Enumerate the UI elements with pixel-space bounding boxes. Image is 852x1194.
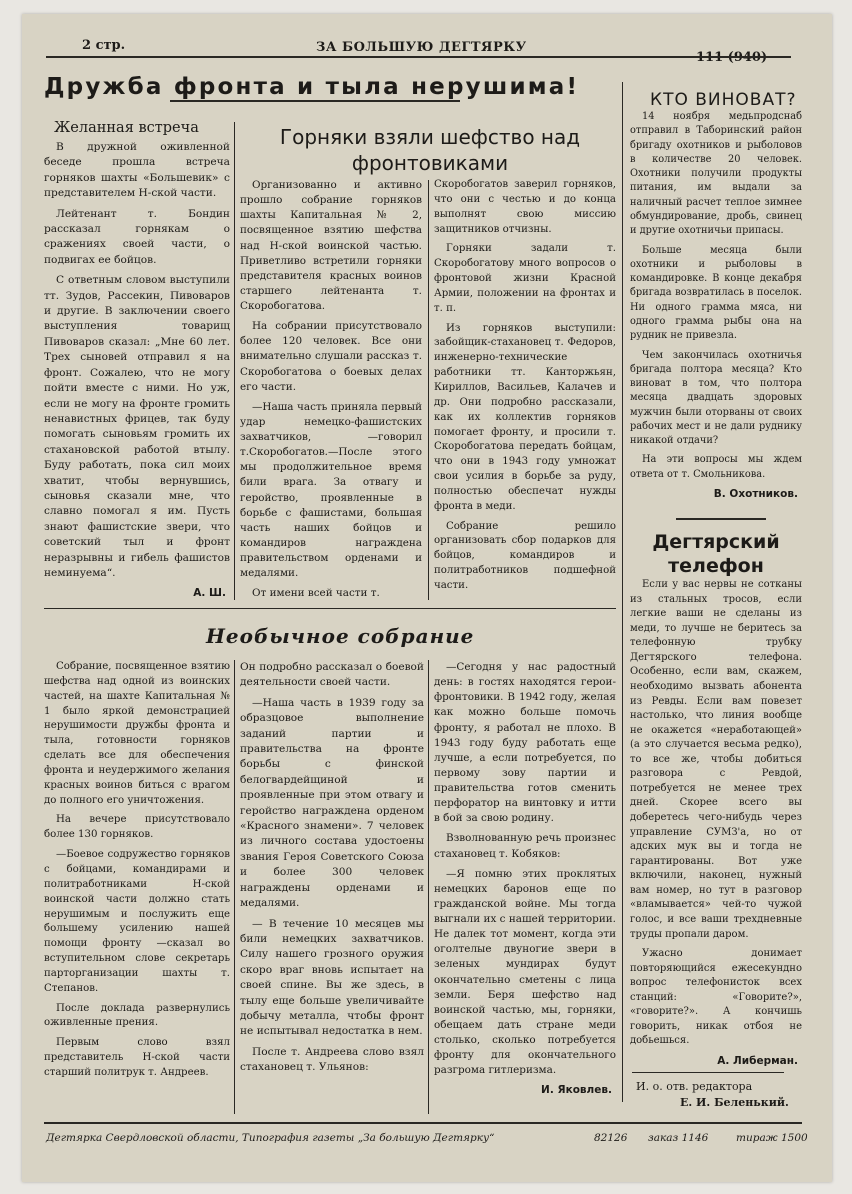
- article-meeting-col1: [44, 660, 230, 1116]
- article-signature: А. Либерман.: [717, 1055, 798, 1067]
- article-paragraph: Он подробно рассказал о боевой деятельности своей части.: [240, 661, 424, 689]
- article-miners-col2: [434, 178, 616, 602]
- article-paragraph: —Я помню этих проклятых немецких баронов еще по гражданской войне. Мы тогда выгнали их с нашей территории. Не далек тот момент, когда эти оголтелые двуногие звери в зеленых мундирах будут окончательно сметены с лица земли. Беря шефство над воинской частью, мы, горняки, обещаем дать стране меди столько, сколько потребуется фронту для окончательного разгрома гитлеризма.: [434, 867, 616, 1077]
- section-rule: [676, 518, 766, 520]
- article-paragraph: —Наша часть в 1939 году за образцовое выполнение заданий партии и правительства на фронте борьбы с финской белогвардейщиной и проявленные при этом отвагу и геройство награждена орденом «Красного знамени». 7 человек из личного состава удостоены звания Героя Советского Союза и более 300 человек награждены орденами и медалями.: [240, 696, 424, 910]
- article-paragraph: — В течение 10 месяцев мы били немецких захватчиков. Силу нашего грозного оружия скоро враг вновь испытает на своей спине. Вы же здесь, в тылу еще больше увеличивайте добычу металла, чтобы фронт не испытывал недостатка в нем.: [240, 917, 424, 1038]
- article-paragraph: Собрание решило организовать сбор подарков для бойцов, командиров и политработников подшефной части.: [434, 520, 616, 591]
- article-paragraph: Ужасно донимает повторяющийся ежесекундно вопрос телефонисток всех станций: «Говорите?», «говорите?». А кончишь говорить, никак отбоя не добьешься.: [630, 948, 802, 1047]
- article-paragraph: —Сегодня у нас радостный день: в гостях находятся герои-фронтовики. В 1942 году, желая как можно больше помочь фронту, я работал не плохо. В 1943 году буду работать еще лучше, а если потребуется, по первому зову партии и правительства готов сменить перфоратор на винтовку и итти в бой за свою родину.: [434, 661, 616, 825]
- article-paragraph: Организованно и активно прошло собрание горняков шахты Капитальная № 2, посвященное взятию шефства над Н-ской воинской частью. Приветливо встретили горняки представителя красных воинов старшего лейтенанта т. Скоробогатова.: [240, 179, 422, 312]
- article-paragraph: Из горняков выступили: забойщик-стахановец т. Федоров, инженерно-технические работники тт. Канторжьян, Кириллов, Васильев, Калачев и др. Они подробно рассказали, как их коллектив горняков помогает фронту, и просили т. Скоробогатова передать бойцам, что они в 1943 году умножат свои усилия в борьбе за руду, полностью обеспечат нужды фронта в меди.: [434, 322, 616, 512]
- article-paragraph: —Боевое содружество горняков с бойцами, командирами и политработниками Н-ской воинской части должно стать нерушимым и послужить еще большему усилению нашей помощи фронту —сказал во вступительном слове секретарь парторганизации шахты т. Степанов.: [44, 849, 230, 994]
- newspaper-name: ЗА БОЛЬШУЮ ДЕГТЯРКУ: [316, 40, 527, 55]
- right-column-rule: [622, 82, 623, 1102]
- section-rule: [44, 608, 616, 609]
- article-paragraph: Лейтенант т. Бондин рассказал горнякам о сражениях своей части, о подвигах ее бойцов.: [44, 207, 230, 266]
- article-paragraph: —Наша часть приняла первый удар немецко-фашистских захватчиков, —говорил т.Скоробогатов.—После этого мы продолжительное время били врага. За отвагу и геройство, проявленные в борьбе с фашистами, большая часть наших бойцов и командиров награждена правительством орденами и медалями.: [240, 400, 422, 580]
- column-rule: [428, 180, 429, 600]
- article-miners-title: Горняки взяли шефство над фронтовиками: [279, 125, 581, 175]
- editor-name: Е. И. Беленький.: [680, 1096, 789, 1109]
- article-who-title: КТО ВИНОВАТ?: [650, 90, 797, 110]
- column-rule: [234, 122, 235, 600]
- article-phone-body: [630, 578, 802, 1068]
- article-paragraph: После т. Андреева слово взял стахановец т. Ульянов:: [240, 1045, 424, 1074]
- imprint-code: 82126: [594, 1132, 628, 1144]
- article-paragraph: Горняки задали т. Скоробогатову много вопросов о фронтовой жизни Красной Армии, положении на фронтах и т. п.: [434, 243, 616, 314]
- imprint-order: заказ 1146: [648, 1132, 709, 1144]
- article-phone-title: Дегтярский телефон: [652, 531, 780, 577]
- article-paragraph: На вечере присутствовало более 130 горняков.: [44, 814, 230, 841]
- imprint-place: Дегтярка Свердловской области, Типография газеты „За большую Дегтярку“: [46, 1132, 495, 1144]
- article-signature: А. Ш.: [193, 587, 226, 600]
- article-paragraph: Взволнованную речь произнес стахановец т. Кобяков:: [434, 832, 616, 860]
- article-paragraph: 14 ноября медьпродснаб отправил в Таборинский район бригаду охотников и рыболовов в количестве 20 человек. Охотники получили продукты питания, им выдали за наличный расчет теплое зимнее обмундирование, дробь, свинец и другие охотничьи припасы.: [630, 111, 802, 237]
- article-meeting-col3: [434, 660, 616, 1116]
- editor-role: И. о. отв. редактора: [636, 1080, 753, 1093]
- page-label: 2 стр.: [82, 38, 126, 53]
- footer-rule: [44, 1122, 802, 1124]
- article-signature: И. Яковлев.: [541, 1084, 612, 1097]
- header-rule: [46, 56, 791, 58]
- article-paragraph: Собрание, посвященное взятию шефства над одной из воинских частей, на шахте Капитальная № 1 было яркой демонстрацией нерушимости дружбы фронта и тыла, готовности горняков сделать все для обеспечения фронта и неудержимого желания красных воинов биться с врагом до полного его уничтожения.: [44, 661, 230, 806]
- article-welcome-title: Желанная встреча: [54, 120, 199, 136]
- article-miners-col1: [240, 178, 422, 602]
- section-rule: [632, 1072, 784, 1073]
- column-rule: [234, 660, 235, 1114]
- article-paragraph: Скоробогатов заверил горняков, что они с честью и до конца выполнят свою миссию защитников отчизны.: [434, 179, 616, 235]
- article-paragraph: Если у вас нервы не сотканы из стальных тросов, если легкие ваши не сделаны из меди, то лучше не беритесь за телефонную трубку Дегтярского телефона. Особенно, если вам, скажем, необходимо вызвать абонента из Ревды. Если вам повезет настолько, что линия вообще не окажется «неработающей» (а это случается весьма редко), то все же, чтобы добиться разговора с Ревдой, потребуется не менее трех дней. Скорее всего вы доберетесь чего-нибудь через управление СУМЗ'а, но от адских мук вы и тогда не гарантированы. Вот уже включили, наконец, нужный вам номер, но тут в разговор «вламывается» чей-то чужой голос, и все ваши трехдневные труды пропали даром.: [630, 579, 802, 940]
- column-rule: [428, 660, 429, 1114]
- article-paragraph: Первым слово взял представитель Н-ской части старший политрук т. Андреев.: [44, 1037, 230, 1078]
- article-meeting-col2: [240, 660, 424, 1116]
- main-headline: Дружба фронта и тыла нерушима!: [44, 74, 580, 100]
- article-welcome-body: [44, 140, 230, 602]
- article-who-body: [630, 110, 802, 514]
- article-paragraph: На эти вопросы мы ждем ответа от т. Смольникова.: [630, 454, 802, 480]
- article-signature: В. Охотников.: [713, 488, 798, 501]
- article-paragraph: С ответным словом выступили тт. Зудов, Рассекин, Пивоваров и другие. В заключении своего выступления товарищ Пивоваров сказал: „Мне 60 лет. Трех сыновей отправил я на фронт. Сожалею, что не могу пойти вместе с ними. Но уж, если не могу на фронте громить ненавистных фрицев, так буду помогать сыновьям громить их стахановской работой втылу. Буду работать, пока сил моих хватит, чтобы вернувшись, сыновья сказали мне, что славно помогал я им. Пусть знают фашистские звери, что советский тыл и фронт неразрывны и гибель фашистов неминуема“.: [44, 274, 230, 579]
- article-meeting-title: Необычное собрание: [206, 624, 475, 648]
- article-paragraph: На собрании присутствовало более 120 человек. Все они внимательно слушали рассказ т. Скоробогатова о боевых делах его части.: [240, 320, 422, 393]
- headline-underline: [170, 100, 460, 102]
- article-paragraph: Больше месяца были охотники и рыболовы в командировке. В конце декабря бригада возвратилась в поселок. Ни одного грамма мяса, ни одного грамма рыбы она на рудник не привезла.: [630, 244, 802, 342]
- article-paragraph: В дружной оживленной беседе прошла встреча горняков шахты «Большевик» с представителем Н-ской части.: [44, 141, 230, 200]
- article-paragraph: Чем закончилась охотничья бригада полтора месяца? Кто виноват в том, что полтора месяца двадцать здоровых мужчин были оторваны от своих рабочих мест и не дали руднику никакой отдачи?: [630, 349, 802, 447]
- imprint-circulation: тираж 1500: [736, 1132, 808, 1144]
- article-paragraph: От имени всей части т.: [252, 587, 380, 600]
- article-paragraph: После доклада развернулись оживленные прения.: [44, 1002, 230, 1029]
